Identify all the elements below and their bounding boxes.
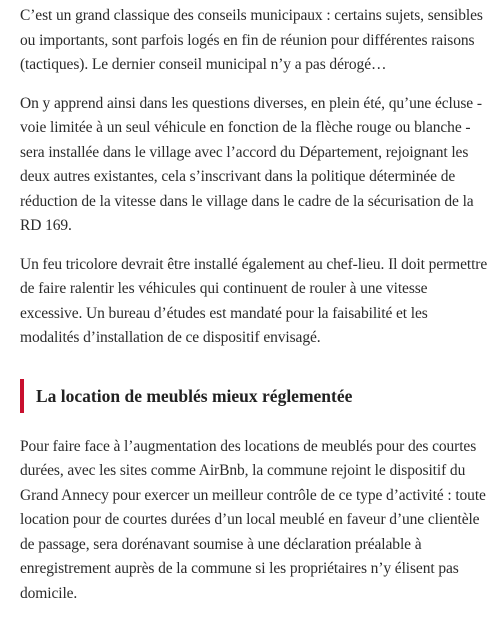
heading-accent-bar (20, 379, 24, 413)
article-body (20, 4, 490, 620)
paragraph-intro: C’est un grand classique des conseils municipaux : certains sujets, sensibles ou importants, sont parfois logés en fin de réunion pour différentes raisons (tactiques). Le dernier conseil municipal n’y a pas dérogé… (20, 7, 483, 73)
section-heading: La location de meublés mieux réglementée (36, 385, 353, 406)
paragraph-ecluse: On y apprend ainsi dans les questions diverses, en plein été, qu’une écluse - voie limitée à un seul véhicule en fonction de la flèche rouge ou blanche - sera installée dans le village avec l’accord du Département, rejoignant les deux autres existantes, cela s’inscrivant dans la politique déterminée de réduction de la vitesse dans le village dans le cadre de la sécurisation de la RD 169. (20, 94, 482, 234)
paragraph-location-meubles: Pour faire face à l’augmentation des locations de meublés pour des courtes durées, avec les sites comme AirBnb, la commune rejoint le dispositif du Grand Annecy pour exercer un meilleur contrôle de ce type d’activité : toute location pour de courtes durées d’un local meublé en faveur d’une clientèle de passage, sera dorénavant soumise à une déclaration préalable à enregistrement auprès de la commune si les propriétaires n’y élisent pas domicile. (20, 437, 486, 602)
section-heading-block (20, 379, 490, 413)
paragraph-feu-tricolore: Un feu tricolore devrait être installé également au chef-lieu. Il doit permettre de faire ralentir les véhicules qui continuent de rouler à une vitesse excessive. Un bureau d’études est mandaté pour la faisabilité et les modalités d’installation de ce dispositif envisagé. (20, 255, 488, 346)
